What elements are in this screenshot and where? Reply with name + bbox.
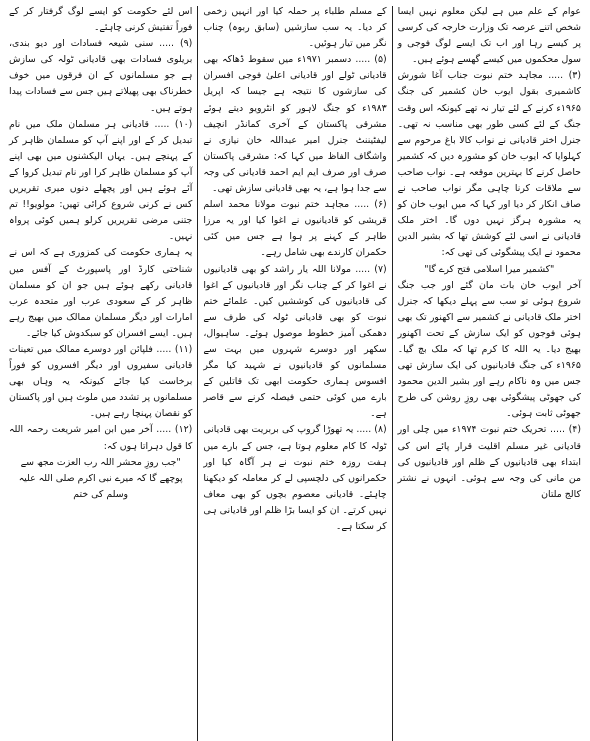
column-paragraph: (۱۰) ..... قادیانی ہر مسلمان ملک میں نام تبدیل کر کے اور اپنے آپ کو مسلمان ظاہر کر کے پہنچے ہیں۔ یہاں الیکشنوں میں بھی اپنے آپ کو مسلمان ظاہر کرا اور نام تبدیل کروا کے آئے ہوئے ہیں اور پچھلے دنوں میری تقریریں کس نے کرنی شروع کرائی تھیں: مولویو!! تم جتنی مرضی تقریریں کرلو ہمیں کوئی پرواہ نہیں۔: [9, 118, 193, 243]
column-paragraph: (۵) ..... دسمبر ۱۹۷۱ء میں سقوط ڈھاکہ بھی قادیانی ٹولے اور قادیانی اعلیٰ فوجی افسران کی سازشوں کا نتیجہ ہے جیسا کہ اپریل ۱۹۸۳ء کو جنگ لاہور کو انٹرویو دیتے ہوئے مشرقی پاکستان کے آخری کمانڈر انچیف لیفٹیننٹ جنرل امیر عبداللہ خان نیازی نے واشگاف الفاظ میں کہا کہ: مشرقی پاکستان صرف اور صرف ایم ایم احمد قادیانی کی وجہ سے جدا ہوا ہے، یہ بھی قادیانی سازش تھی۔: [203, 54, 387, 195]
column-middle: [198, 4, 391, 741]
column-paragraph: (۱۱) ..... فلپائن اور دوسرے ممالک میں تعینات قادیانی سفیروں اور دیگر افسروں کو فوراً برخاست کیا جائے کیونکہ یہ وہاں بھی مسلمانوں پر تشدد میں ملوث ہیں اور پاکستان کو نقصان پہنچا رہے ہیں۔: [9, 343, 193, 420]
column-paragraph: اس لئے حکومت کو ایسے لوگ گرفتار کر کے فوراً تفتیش کرنی چاہئے۔: [9, 6, 193, 34]
column-paragraph: (۱۲) ..... آخر میں ابن امیر شریعت رحمہ اللہ کا قول دہراتا ہوں کہ:: [9, 424, 193, 452]
column-paragraph: آخر ایوب خان بات مان گئے اور جب جنگ شروع ہوئی تو سب سے پہلے دیکھا کہ جنرل اختر ملک قادیانی نے کشمیر سے اکھنور تک بھی ہوئی فوجوں کو ایک سازش کے تحت اکھنور بھیج دیا۔ یہ اللہ کا کرم تھا کہ ملک بچ گیا۔ ۱۹۶۵ء کی جنگ قادیانیوں کی ایک سازش تھی جس میں وہ ناکام رہے اور بشیر الدین محمود کی جھوٹی پیشگوئی بھی روزِ روشن کی طرح جھوٹی ثابت ہوئی۔: [397, 279, 581, 420]
column-paragraph: (۴) ..... تحریک ختم نبوت ۱۹۷۴ء میں چلی اور قادیانی غیر مسلم اقلیت قرار پائے اس کی ابتداء بھی قادیانیوں کے ظلم اور قادیانیوں کی من مانی کی وجہ سے ہوئی۔ انہوں نے نشتر کالج ملتان: [397, 424, 581, 500]
column-paragraph: کے مسلم طلباء پر حملہ کیا اور انہیں زخمی کر دیا۔ یہ سب سازشیں (سابق ربوہ) چناب نگر میں تیار ہوئیں۔: [203, 6, 387, 50]
column-paragraph: (۳) ..... مجاہد ختم نبوت جناب آغا شورش کاشمیری بقول ایوب خان کشمیر کی جنگ ۱۹۶۵ء کرنے کے لئے تیار نہ تھے کیونکہ اس وقت جنگ کے لئے کسی طور بھی مناسب نہ تھی۔ جنرل اختر قادیانی نے نواب کالا باغ مرحوم سے کہلوایا کہ ایوب خان کو مشورہ دیں کہ کشمیر حاصل کرنے کا بہترین موقعہ ہے۔ نواب صاحب سے ملاقات کرنا چاہی مگر نواب صاحب نے صاف انکار کر دیا اور کہا کہ میں ایوب خان کو یہ مشورہ ہرگز نہیں دوں گا۔ اختر ملک قادیانی نے اسی لئے کوشش تھا کہ بشیر الدین محمود نے ایک پیشگوئی کی تھی کہ:: [397, 70, 581, 259]
column-paragraph: (۷) ..... مولانا اللہ یار راشد کو بھی قادیانیوں نے اغوا کر کے چناب نگر اور قادیانیوں کے اغوا کی قادیانیوں کی کوششیں کیں۔ علمائے ختم نبوت کو بھی قادیانی ٹولہ کی طرف سے دھمکی آمیز خطوط موصول ہوئے۔ ساہیوال، سکھر اور دوسرے شہروں میں بہت سے مسلمانوں کو قادیانیوں نے شہید کیا مگر افسوس ہماری حکومت ابھی تک قاتلین کے بارے میں کوئی حتمی فیصلہ کرنے سے قاصر ہے۔: [203, 263, 387, 420]
column-quote: "جب روزِ محشر اللہ رب العزت مجھ سے پوچھے گا کہ میرے نبی اکرم صلی اللہ علیہ وسلم کی ختم: [18, 456, 183, 500]
column-paragraph: یہ ہماری حکومت کی کمزوری ہے کہ اس نے شناختی کارڈ اور پاسپورٹ کے آفس میں قادیانی رکھے ہوئے ہیں جو ان کو مسلمان ظاہر کر کے سعودی عرب اور متحدہ عرب امارات اور دیگر مسلمان ممالک میں بھیج رہے ہیں۔ ایسے افسران کو سبکدوش کیا جائے۔: [9, 247, 193, 339]
column-right: [393, 4, 586, 741]
column-paragraph: (۸) ..... یہ تھوڑا گروپ کی بربریت بھی قادیانی ٹولہ کا کام معلوم ہوتا ہے، جس کے بارے میں ہفت روزہ ختم نبوت نے ہر آگاہ کیا اور حکمرانوں کی دلچسپی لے کر معاملہ کو دیکھنا چاہئے۔ قادیانی معصوم بچوں کو بھی معاف نہیں کرتے۔ ان کو ایسا بڑا ظلم اور قادیانی ہی کر سکتا ہے۔: [203, 424, 387, 532]
column-quote: "کشمیر میرا اسلامی فتح کرے گا": [424, 263, 555, 275]
column-paragraph: عوام کے علم میں ہے لیکن معلوم نہیں ایسا شخص اتنے عرصہ تک وزارت خارجہ کی کرسی پر کیسے رہا اور اب تک ایسے لوگ فوجی و سول محکموں میں کیسے گھسے ہوئے ہیں۔: [397, 6, 581, 66]
column-left: [4, 4, 197, 741]
column-paragraph: (۶) ..... مجاہد ختم نبوت مولانا محمد اسلم قریشی کو قادیانیوں نے اغوا کیا اور یہ مرزا طاہر کے کہنے پر ہوا ہے جس میں کئی حکمران کارندے بھی شامل رہے۔: [203, 199, 387, 259]
column-paragraph: (۹) ..... سنی شیعہ فسادات اور دیو بندی، بریلوی فسادات بھی قادیانی ٹولہ کی سازش ہے جو مسلمانوں کے ان فرقوں میں خوف خطرناک بھی پھیلاتے ہیں جس سے فسادات پیدا ہوتے ہیں۔: [9, 38, 193, 114]
